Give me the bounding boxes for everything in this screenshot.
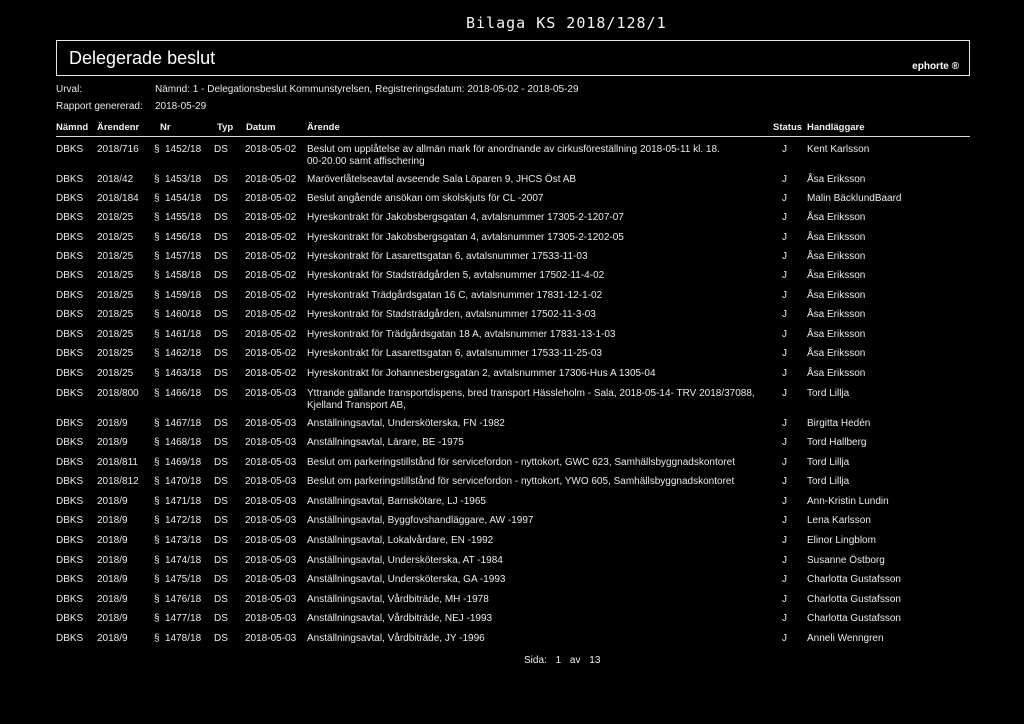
- cell-typ: DS: [214, 476, 228, 487]
- av-label: av: [569, 655, 581, 666]
- cell-handlaggare: Åsa Eriksson: [807, 368, 866, 379]
- cell-nr: 1455/18: [165, 212, 202, 223]
- cell-nr: 1474/18: [165, 555, 202, 566]
- cell-handlaggare: Åsa Eriksson: [807, 174, 866, 185]
- cell-namnd: DBKS: [56, 212, 84, 223]
- cell-typ: DS: [214, 309, 228, 320]
- cell-datum: 2018-05-03: [245, 388, 297, 399]
- paragraph-symbol: §: [154, 418, 160, 429]
- cell-arende: Hyreskontrakt för Trädgårdsgatan 18 A, avtalsnummer 17831-13-1-03: [307, 329, 616, 340]
- cell-namnd: DBKS: [56, 174, 84, 185]
- paragraph-symbol: §: [154, 309, 160, 320]
- col-namnd: Nämnd: [56, 122, 89, 133]
- cell-nr: 1471/18: [165, 496, 202, 507]
- cell-arendenr: 2018/9: [97, 535, 128, 546]
- cell-arendenr: 2018/25: [97, 270, 134, 281]
- cell-nr: 1477/18: [165, 613, 202, 624]
- cell-arende: Anställningsavtal, Undersköterska, FN -1982: [307, 418, 505, 429]
- cell-typ: DS: [214, 457, 228, 468]
- paragraph-symbol: §: [154, 555, 160, 566]
- cell-status: J: [782, 193, 787, 204]
- cell-namnd: DBKS: [56, 574, 84, 585]
- cell-status: J: [782, 457, 787, 468]
- cell-typ: DS: [214, 535, 228, 546]
- cell-namnd: DBKS: [56, 418, 84, 429]
- cell-nr: 1462/18: [165, 348, 202, 359]
- cell-status: J: [782, 574, 787, 585]
- cell-nr: 1457/18: [165, 251, 202, 262]
- cell-namnd: DBKS: [56, 555, 84, 566]
- cell-namnd: DBKS: [56, 270, 84, 281]
- col-datum: Datum: [246, 122, 276, 133]
- cell-arende: Anställningsavtal, Vårdbiträde, JY -1996: [307, 633, 485, 644]
- cell-status: J: [782, 437, 787, 448]
- cell-datum: 2018-05-03: [245, 418, 297, 429]
- paragraph-symbol: §: [154, 290, 160, 301]
- cell-arende: Anställningsavtal, Lokalvårdare, EN -1992: [307, 535, 494, 546]
- cell-arende: Anställningsavtal, Byggfovshandläggare, AW -1997: [307, 515, 534, 526]
- col-typ: Typ: [217, 122, 234, 133]
- cell-datum: 2018-05-02: [245, 348, 297, 359]
- cell-arende: Hyreskontrakt för Stadsträdgården, avtalsnummer 17502-11-3-03: [307, 309, 596, 320]
- cell-namnd: DBKS: [56, 437, 84, 448]
- cell-status: J: [782, 594, 787, 605]
- cell-handlaggare: Åsa Eriksson: [807, 270, 866, 281]
- cell-status: J: [782, 174, 787, 185]
- page-total: 13: [589, 655, 601, 666]
- paragraph-symbol: §: [154, 535, 160, 546]
- cell-arende: Beslut om parkeringstillstånd för servicefordon - nyttokort, GWC 623, Samhällsbyggnadskontoret: [307, 457, 735, 468]
- cell-handlaggare: Malin BäcklundBaard: [807, 193, 902, 204]
- paragraph-symbol: §: [154, 212, 160, 223]
- cell-typ: DS: [214, 388, 228, 399]
- cell-arende: Beslut angående ansökan om skolskjuts för CL -2007: [307, 193, 544, 204]
- cell-datum: 2018-05-03: [245, 633, 297, 644]
- cell-nr: 1454/18: [165, 193, 202, 204]
- cell-arende: Hyreskontrakt för Johannesbergsgatan 2, avtalsnummer 17306-Hus A 1305-04: [307, 368, 656, 379]
- cell-arende: Hyreskontrakt för Jakobsbergsgatan 4, avtalsnummer 17305-2-1207-07: [307, 212, 624, 223]
- cell-arendenr: 2018/9: [97, 555, 128, 566]
- cell-typ: DS: [214, 174, 228, 185]
- paragraph-symbol: §: [154, 594, 160, 605]
- col-arendenr: Ärendenr: [97, 122, 140, 133]
- cell-namnd: DBKS: [56, 368, 84, 379]
- cell-status: J: [782, 212, 787, 223]
- cell-datum: 2018-05-03: [245, 555, 297, 566]
- cell-handlaggare: Charlotta Gustafsson: [807, 574, 901, 585]
- cell-namnd: DBKS: [56, 193, 84, 204]
- cell-arendenr: 2018/9: [97, 437, 128, 448]
- cell-arendenr: 2018/9: [97, 515, 128, 526]
- cell-datum: 2018-05-03: [245, 594, 297, 605]
- cell-datum: 2018-05-02: [245, 309, 297, 320]
- cell-nr: 1460/18: [165, 309, 202, 320]
- col-status: Status: [773, 122, 803, 133]
- cell-nr: 1478/18: [165, 633, 202, 644]
- cell-nr: 1473/18: [165, 535, 202, 546]
- cell-arendenr: 2018/25: [97, 348, 134, 359]
- cell-datum: 2018-05-02: [245, 193, 297, 204]
- page-footer: [524, 655, 606, 666]
- cell-namnd: DBKS: [56, 309, 84, 320]
- report-title: Delegerade beslut: [69, 48, 216, 68]
- cell-typ: DS: [214, 290, 228, 301]
- cell-arendenr: 2018/9: [97, 496, 128, 507]
- cell-datum: 2018-05-03: [245, 574, 297, 585]
- cell-typ: DS: [214, 212, 228, 223]
- col-nr: Nr: [160, 122, 171, 133]
- cell-typ: DS: [214, 270, 228, 281]
- cell-arende: Hyreskontrakt för Stadsträdgården 5, avtalsnummer 17502-11-4-02: [307, 270, 605, 281]
- cell-nr: 1453/18: [165, 174, 202, 185]
- cell-status: J: [782, 418, 787, 429]
- cell-arendenr: 2018/9: [97, 633, 128, 644]
- cell-arende: Anställningsavtal, Vårdbiträde, NEJ -1993: [307, 613, 493, 624]
- cell-namnd: DBKS: [56, 496, 84, 507]
- cell-handlaggare: Anneli Wenngren: [807, 633, 884, 644]
- paragraph-symbol: §: [154, 457, 160, 468]
- cell-arendenr: 2018/9: [97, 418, 128, 429]
- cell-typ: DS: [214, 418, 228, 429]
- cell-datum: 2018-05-02: [245, 368, 297, 379]
- cell-datum: 2018-05-02: [245, 290, 297, 301]
- cell-arendenr: 2018/184: [97, 193, 139, 204]
- document-stamp: Bilaga KS 2018/128/1: [466, 14, 667, 32]
- cell-handlaggare: Tord Lillja: [807, 476, 850, 487]
- cell-datum: 2018-05-03: [245, 613, 297, 624]
- cell-arende: Beslut om upplåtelse av allmän mark för anordnande av cirkusföreställning 2018-05-11 kl. 18.: [307, 144, 720, 155]
- cell-handlaggare: Lena Karlsson: [807, 515, 871, 526]
- paragraph-symbol: §: [154, 613, 160, 624]
- cell-arende-continued: 00-20.00 samt affischering: [307, 156, 425, 167]
- report-header: [56, 40, 970, 76]
- cell-arende: Yttrande gällande transportdispens, bred transport Hässleholm - Sala, 2018-05-14- TRV 2018/37088,: [307, 388, 755, 399]
- cell-handlaggare: Åsa Eriksson: [807, 232, 866, 243]
- cell-namnd: DBKS: [56, 613, 84, 624]
- cell-status: J: [782, 388, 787, 399]
- cell-arendenr: 2018/25: [97, 212, 134, 223]
- cell-status: J: [782, 633, 787, 644]
- cell-datum: 2018-05-02: [245, 232, 297, 243]
- cell-typ: DS: [214, 574, 228, 585]
- cell-namnd: DBKS: [56, 290, 84, 301]
- paragraph-symbol: §: [154, 368, 160, 379]
- cell-namnd: DBKS: [56, 515, 84, 526]
- cell-namnd: DBKS: [56, 388, 84, 399]
- cell-arendenr: 2018/25: [97, 368, 134, 379]
- cell-namnd: DBKS: [56, 144, 84, 155]
- ephorte-logo: ephorte ®: [912, 61, 959, 72]
- paragraph-symbol: §: [154, 388, 160, 399]
- cell-datum: 2018-05-03: [245, 515, 297, 526]
- cell-arende: Anställningsavtal, Vårdbiträde, MH -1978: [307, 594, 489, 605]
- cell-datum: 2018-05-03: [245, 476, 297, 487]
- cell-handlaggare: Susanne Östborg: [807, 555, 885, 566]
- cell-nr: 1458/18: [165, 270, 202, 281]
- cell-nr: 1463/18: [165, 368, 202, 379]
- cell-arendenr: 2018/25: [97, 309, 134, 320]
- cell-datum: 2018-05-02: [245, 329, 297, 340]
- cell-handlaggare: Åsa Eriksson: [807, 309, 866, 320]
- paragraph-symbol: §: [154, 270, 160, 281]
- cell-status: J: [782, 232, 787, 243]
- cell-datum: 2018-05-03: [245, 437, 297, 448]
- cell-status: J: [782, 270, 787, 281]
- rapport-label: Rapport genererad:: [56, 101, 143, 112]
- cell-typ: DS: [214, 515, 228, 526]
- cell-status: J: [782, 515, 787, 526]
- cell-arendenr: 2018/25: [97, 290, 134, 301]
- cell-arendenr: 2018/25: [97, 329, 134, 340]
- cell-namnd: DBKS: [56, 348, 84, 359]
- cell-handlaggare: Åsa Eriksson: [807, 290, 866, 301]
- cell-arende: Anställningsavtal, Lärare, BE -1975: [307, 437, 464, 448]
- cell-namnd: DBKS: [56, 457, 84, 468]
- cell-nr: 1459/18: [165, 290, 202, 301]
- cell-namnd: DBKS: [56, 535, 84, 546]
- paragraph-symbol: §: [154, 515, 160, 526]
- cell-nr: 1469/18: [165, 457, 202, 468]
- cell-arende-continued: Kjelland Transport AB,: [307, 400, 406, 411]
- cell-arendenr: 2018/42: [97, 174, 134, 185]
- cell-arende: Anställningsavtal, Undersköterska, AT -1984: [307, 555, 503, 566]
- paragraph-symbol: §: [154, 437, 160, 448]
- cell-datum: 2018-05-02: [245, 251, 297, 262]
- paragraph-symbol: §: [154, 329, 160, 340]
- cell-status: J: [782, 329, 787, 340]
- cell-typ: DS: [214, 193, 228, 204]
- cell-status: J: [782, 144, 787, 155]
- cell-arendenr: 2018/716: [97, 144, 139, 155]
- cell-typ: DS: [214, 348, 228, 359]
- cell-status: J: [782, 309, 787, 320]
- cell-status: J: [782, 476, 787, 487]
- cell-status: J: [782, 251, 787, 262]
- paragraph-symbol: §: [154, 633, 160, 644]
- cell-nr: 1461/18: [165, 329, 202, 340]
- cell-namnd: DBKS: [56, 476, 84, 487]
- cell-arende: Anställningsavtal, Barnskötare, LJ -1965: [307, 496, 486, 507]
- cell-handlaggare: Tord Hallberg: [807, 437, 867, 448]
- cell-status: J: [782, 496, 787, 507]
- paragraph-symbol: §: [154, 348, 160, 359]
- cell-namnd: DBKS: [56, 633, 84, 644]
- cell-arendenr: 2018/9: [97, 594, 128, 605]
- cell-handlaggare: Charlotta Gustafsson: [807, 594, 901, 605]
- cell-nr: 1475/18: [165, 574, 202, 585]
- cell-nr: 1456/18: [165, 232, 202, 243]
- cell-handlaggare: Tord Lillja: [807, 457, 850, 468]
- cell-typ: DS: [214, 496, 228, 507]
- cell-typ: DS: [214, 437, 228, 448]
- cell-handlaggare: Åsa Eriksson: [807, 329, 866, 340]
- cell-handlaggare: Tord Lillja: [807, 388, 850, 399]
- paragraph-symbol: §: [154, 496, 160, 507]
- cell-typ: DS: [214, 555, 228, 566]
- cell-typ: DS: [214, 594, 228, 605]
- paragraph-symbol: §: [154, 174, 160, 185]
- cell-arende: Hyreskontrakt för Jakobsbergsgatan 4, avtalsnummer 17305-2-1202-05: [307, 232, 624, 243]
- cell-handlaggare: Elinor Lingblom: [807, 535, 876, 546]
- cell-arendenr: 2018/9: [97, 574, 128, 585]
- cell-handlaggare: Åsa Eriksson: [807, 348, 866, 359]
- cell-nr: 1452/18: [165, 144, 202, 155]
- cell-arendenr: 2018/800: [97, 388, 139, 399]
- cell-arende: Anställningsavtal, Undersköterska, GA -1993: [307, 574, 506, 585]
- paragraph-symbol: §: [154, 574, 160, 585]
- cell-namnd: DBKS: [56, 594, 84, 605]
- cell-handlaggare: Ann-Kristin Lundin: [807, 496, 889, 507]
- cell-handlaggare: Åsa Eriksson: [807, 212, 866, 223]
- cell-arendenr: 2018/811: [97, 457, 138, 468]
- cell-nr: 1467/18: [165, 418, 202, 429]
- urval-label: Urval:: [56, 84, 83, 95]
- table-header: [56, 120, 970, 137]
- cell-datum: 2018-05-02: [245, 270, 297, 281]
- cell-nr: 1466/18: [165, 388, 202, 399]
- paragraph-symbol: §: [154, 144, 160, 155]
- cell-status: J: [782, 613, 787, 624]
- cell-arendenr: 2018/9: [97, 613, 128, 624]
- cell-typ: DS: [214, 633, 228, 644]
- cell-arendenr: 2018/812: [97, 476, 139, 487]
- cell-namnd: DBKS: [56, 251, 84, 262]
- cell-typ: DS: [214, 613, 228, 624]
- cell-handlaggare: Åsa Eriksson: [807, 251, 866, 262]
- cell-arende: Hyreskontrakt Trädgårdsgatan 16 C, avtalsnummer 17831-12-1-02: [307, 290, 603, 301]
- rapport-value: 2018-05-29: [155, 101, 207, 112]
- cell-nr: 1472/18: [165, 515, 202, 526]
- cell-namnd: DBKS: [56, 329, 84, 340]
- paragraph-symbol: §: [154, 251, 160, 262]
- cell-typ: DS: [214, 368, 228, 379]
- cell-datum: 2018-05-02: [245, 174, 297, 185]
- cell-handlaggare: Birgitta Hedén: [807, 418, 871, 429]
- cell-typ: DS: [214, 329, 228, 340]
- cell-arende: Beslut om parkeringstillstånd för servicefordon - nyttokort, YWO 605, Samhällsbyggnadskontoret: [307, 476, 735, 487]
- urval-value: Nämnd: 1 - Delegationsbeslut Kommunstyrelsen, Registreringsdatum: 2018-05-02 - 2018-05-29: [155, 84, 579, 95]
- cell-arende: Maröverlåtelseavtal avseende Sala Löparen 9, JHCS Öst AB: [307, 174, 577, 185]
- cell-status: J: [782, 348, 787, 359]
- cell-arendenr: 2018/25: [97, 232, 134, 243]
- cell-status: J: [782, 368, 787, 379]
- cell-namnd: DBKS: [56, 232, 84, 243]
- page-number: 1: [555, 655, 562, 666]
- cell-arende: Hyreskontrakt för Lasarettsgatan 6, avtalsnummer 17533-11-25-03: [307, 348, 602, 359]
- cell-datum: 2018-05-03: [245, 457, 297, 468]
- cell-datum: 2018-05-02: [245, 212, 297, 223]
- cell-typ: DS: [214, 144, 228, 155]
- col-handlaggare: Handläggare: [807, 122, 865, 133]
- cell-typ: DS: [214, 232, 228, 243]
- cell-datum: 2018-05-03: [245, 496, 297, 507]
- cell-nr: 1468/18: [165, 437, 202, 448]
- cell-arendenr: 2018/25: [97, 251, 134, 262]
- col-arende: Ärende: [307, 122, 340, 133]
- cell-status: J: [782, 290, 787, 301]
- cell-arende: Hyreskontrakt för Lasarettsgatan 6, avtalsnummer 17533-11-03: [307, 251, 588, 262]
- paragraph-symbol: §: [154, 476, 160, 487]
- sida-label: Sida:: [524, 655, 547, 666]
- cell-handlaggare: Charlotta Gustafsson: [807, 613, 901, 624]
- cell-nr: 1476/18: [165, 594, 202, 605]
- cell-nr: 1470/18: [165, 476, 202, 487]
- cell-status: J: [782, 535, 787, 546]
- paragraph-symbol: §: [154, 193, 160, 204]
- cell-status: J: [782, 555, 787, 566]
- paragraph-symbol: §: [154, 232, 160, 243]
- cell-handlaggare: Kent Karlsson: [807, 144, 870, 155]
- cell-datum: 2018-05-02: [245, 144, 297, 155]
- cell-typ: DS: [214, 251, 228, 262]
- cell-datum: 2018-05-03: [245, 535, 297, 546]
